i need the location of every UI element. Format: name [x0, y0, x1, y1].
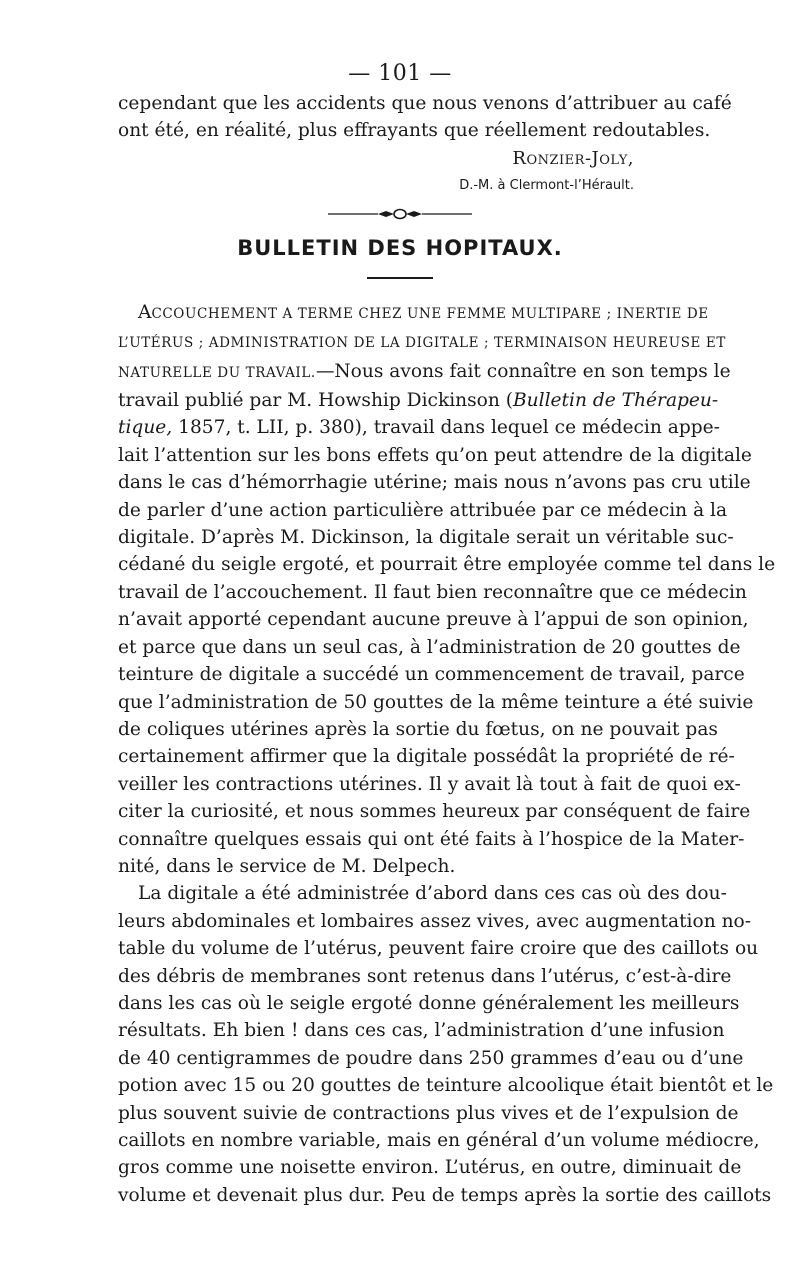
body-line: connaître quelques essais qui ont été faits à l’hospice de la Mater-: [118, 828, 745, 850]
body-line: de parler d’une action particulière attribuée par ce médecin à la: [118, 499, 728, 521]
intro-line: ont été, en réalité, plus effrayants que réellement redoutables.: [118, 120, 711, 142]
body-line: des débris de membranes sont retenus dans l’utérus, c’est-à-dire: [118, 965, 732, 987]
body-line: travail de l’accouchement. Il faut bien reconnaître que ce médecin: [118, 581, 747, 603]
body-text: travail publié par M. Howship Dickinson (: [118, 390, 514, 412]
drop-letter: A: [138, 301, 152, 323]
body-line: digitale. D’après M. Dickinson, la digitale serait un véritable suc-: [118, 527, 734, 549]
title-rule: [367, 277, 433, 279]
article-heading-line: [118, 358, 731, 387]
article-paragraph-2: [118, 880, 774, 1209]
article-heading-line: [118, 328, 726, 357]
signature-place: D.-M. à Clermont-l’Hérault.: [459, 177, 634, 193]
body-text: 1857, t. LII, p. 380), travail dans lequel ce médecin appe-: [172, 417, 720, 439]
document-page: [118, 58, 776, 1209]
signature-name: Ronzier-Joly,: [512, 147, 634, 169]
body-line: que l’administration de 50 gouttes de la même teinture a été suivie: [118, 691, 754, 713]
heading-text: L’UTÉRUS ; ADMINISTRATION DE LA DIGITALE ; TERMINAISON HEUREUSE ET: [118, 335, 726, 352]
body-line: lait l’attention sur les bons effets qu’on peut attendre de la digitale: [118, 444, 752, 466]
body-line: et parce que dans un seul cas, à l’administration de 20 gouttes de: [118, 636, 741, 658]
article-paragraph-1: [118, 299, 776, 881]
body-line: table du volume de l’utérus, peuvent faire croire que des caillots ou: [118, 938, 759, 960]
body-line: leurs abdominales et lombaires assez vives, avec augmentation no-: [118, 910, 752, 932]
intro-line: cependant que les accidents que nous venons d’attribuer au café: [118, 93, 732, 114]
intro-paragraph: [118, 90, 732, 145]
body-line: [118, 414, 720, 441]
body-line: teinture de digitale a succédé un commencement de travail, parce: [118, 664, 745, 686]
body-line: La digitale a été administrée d’abord dans ces cas où des dou-: [138, 883, 727, 905]
body-line: plus souvent suivie de contractions plus vives et de l’expulsion de: [118, 1102, 739, 1124]
heading-text: NATURELLE DU TRAVAIL.: [118, 364, 316, 381]
body-line: potion avec 15 ou 20 gouttes de teinture alcoolique était bientôt et le: [118, 1075, 774, 1097]
journal-title: tique,: [118, 417, 173, 439]
body-text: —Nous avons fait connaître en son temps le: [315, 360, 731, 382]
body-line: résultats. Eh bien ! dans ces cas, l’administration d’une infusion: [118, 1020, 725, 1042]
body-line: caillots en nombre variable, mais en général d’un volume médiocre,: [118, 1130, 760, 1151]
section-title: BULLETIN DES HOPITAUX.: [237, 235, 563, 260]
body-line: nité, dans le service de M. Delpech.: [118, 855, 456, 877]
heading-text: CCOUCHEMENT A TERME CHEZ UNE FEMME MULTIPARE ; INERTIE DE: [151, 305, 709, 322]
journal-title: Bulletin de Thérapeu-: [513, 390, 719, 412]
body-line: n’avait apporté cependant aucune preuve à l’appui de son opinion,: [118, 609, 749, 631]
ornament-divider-icon: [320, 203, 480, 225]
body-line: gros comme une noisette environ. L’utérus, en outre, diminuait de: [118, 1157, 742, 1179]
page-number: — 101 —: [348, 61, 452, 86]
body-line: [118, 387, 719, 414]
body-line: cédané du seigle ergoté, et pourrait être employée comme tel dans le: [118, 554, 776, 576]
body-line: citer la curiosité, et nous sommes heureux par conséquent de faire: [118, 801, 751, 823]
body-line: de 40 centigrammes de poudre dans 250 grammes d’eau ou d’une: [118, 1047, 744, 1069]
body-line: de coliques utérines après la sortie du fœtus, on ne pouvait pas: [118, 718, 718, 740]
body-line: dans le cas d’hémorrhagie utérine; mais nous n’avons pas cru utile: [118, 472, 751, 494]
body-line: certainement affirmer que la digitale possédât la propriété de ré-: [118, 746, 735, 768]
body-line: volume et devenait plus dur. Peu de temps après la sortie des caillots: [118, 1184, 772, 1206]
article-heading-line: [118, 299, 709, 328]
body-line: dans les cas où le seigle ergoté donne généralement les meilleurs: [118, 992, 740, 1014]
body-line: veiller les contractions utérines. Il y avait là tout à fait de quoi ex-: [118, 773, 741, 795]
